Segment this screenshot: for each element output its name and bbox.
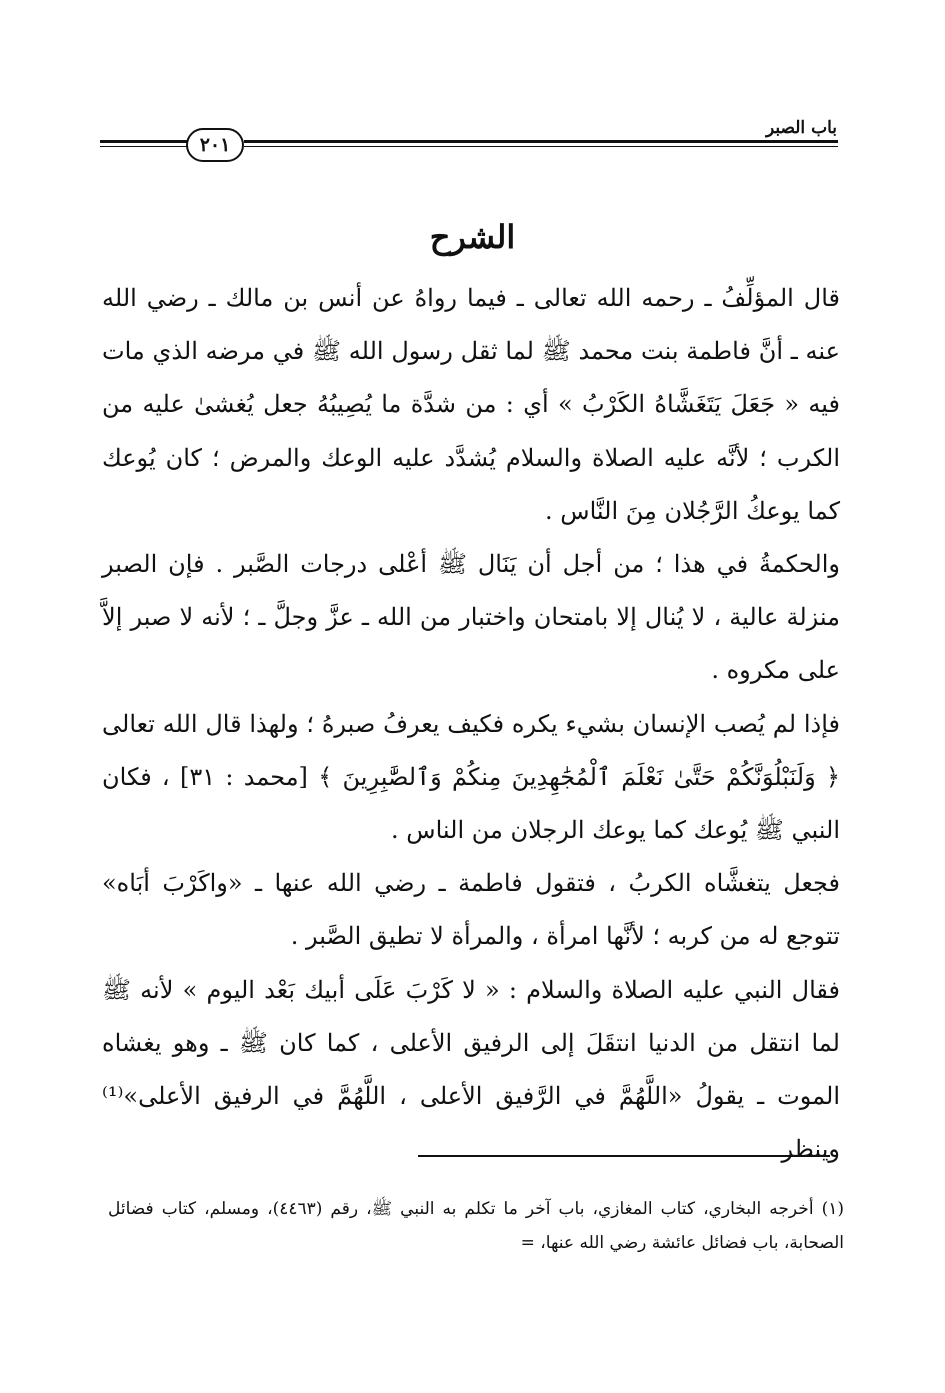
paragraph: فإذا لم يُصب الإنسان بشيء يكره فكيف يعرفُ صبرهُ ؛ ولهذا قال الله تعالى ﴿ وَلَنَبْلُوَنَّكُمْ حَتَّىٰ نَعْلَمَ ٱلْمُجَٰهِدِينَ مِنكُمْ وَٱلصَّٰبِرِينَ ﴾ [محمد : ٣١] ، فكان النبي ﷺ يُوعك كما يوعك الرجلان من الناس . [102, 709, 841, 845]
paragraph: قال المؤلِّفُ ـ رحمه الله تعالى ـ فيما رواهُ عن أنس بن مالك ـ رضي الله عنه ـ أنَّ فاطمة بنت محمد ﷺ لما ثقل رسول الله ﷺ في مرضه الذي مات فيه « جَعَلَ يَتَغَشَّاهُ الكَرْبُ » أي : من شدَّة ما يُصِيبُهُ جعل يُغشىٰ عليه من الكرب ؛ لأنَّه عليه الصلاة والسلام يُشدَّد عليه الوعك والمرض ؛ كان يُوعك كما يوعكُ الرَّجُلان مِنَ النَّاس . [102, 284, 840, 525]
header-rule-left [100, 140, 188, 147]
section-title: الشرح [429, 218, 516, 256]
footnote-rule [418, 1155, 830, 1157]
running-title: باب الصبر [766, 118, 837, 138]
body-text [102, 272, 840, 1176]
paragraph: والحكمةُ في هذا ؛ من أجل أن يَنَال ﷺ أعْلى درجات الصَّبر . فإن الصبر منزلة عالية ، لا يُنال إلا بامتحان واختبار من الله ـ عزَّ وجلَّ ـ ؛ لأنه لا صبر إلاَّ على مكروه . [102, 550, 840, 685]
paragraph: فجعل يتغشَّاه الكربُ ، فتقول فاطمة ـ رضي الله عنها ـ «واكَرْبَ أبَاه» تتوجع له من كربه ؛ لأنَّها امرأة ، والمرأة لا تطيق الصَّبر . [102, 869, 840, 951]
page-number: ٢٠١ [186, 128, 244, 162]
footnotes [108, 1192, 844, 1260]
paragraph: فقال النبي عليه الصلاة والسلام : « لا كَرْبَ عَلَى أبيك بَعْد اليوم » لأنه ﷺ لما انتقل من الدنيا انتقَلَ إلى الرفيق الأعلى ، كما كان ﷺ ـ وهو يغشاه الموت ـ يقولُ «اللَّهُمَّ في الرَّفيق الأعلى ، اللَّهُمَّ في الرفيق الأعلى»⁽¹⁾ وينظر [102, 975, 840, 1164]
footnote: (١) أخرجه البخاري، كتاب المغازي، باب آخر ما تكلم به النبي ﷺ، رقم (٤٤٦٣)، ومسلم، كتاب فضائل الصحابة، باب فضائل عائشة رضي الله عنها، = [108, 1199, 844, 1253]
header-rule-right [244, 140, 838, 147]
